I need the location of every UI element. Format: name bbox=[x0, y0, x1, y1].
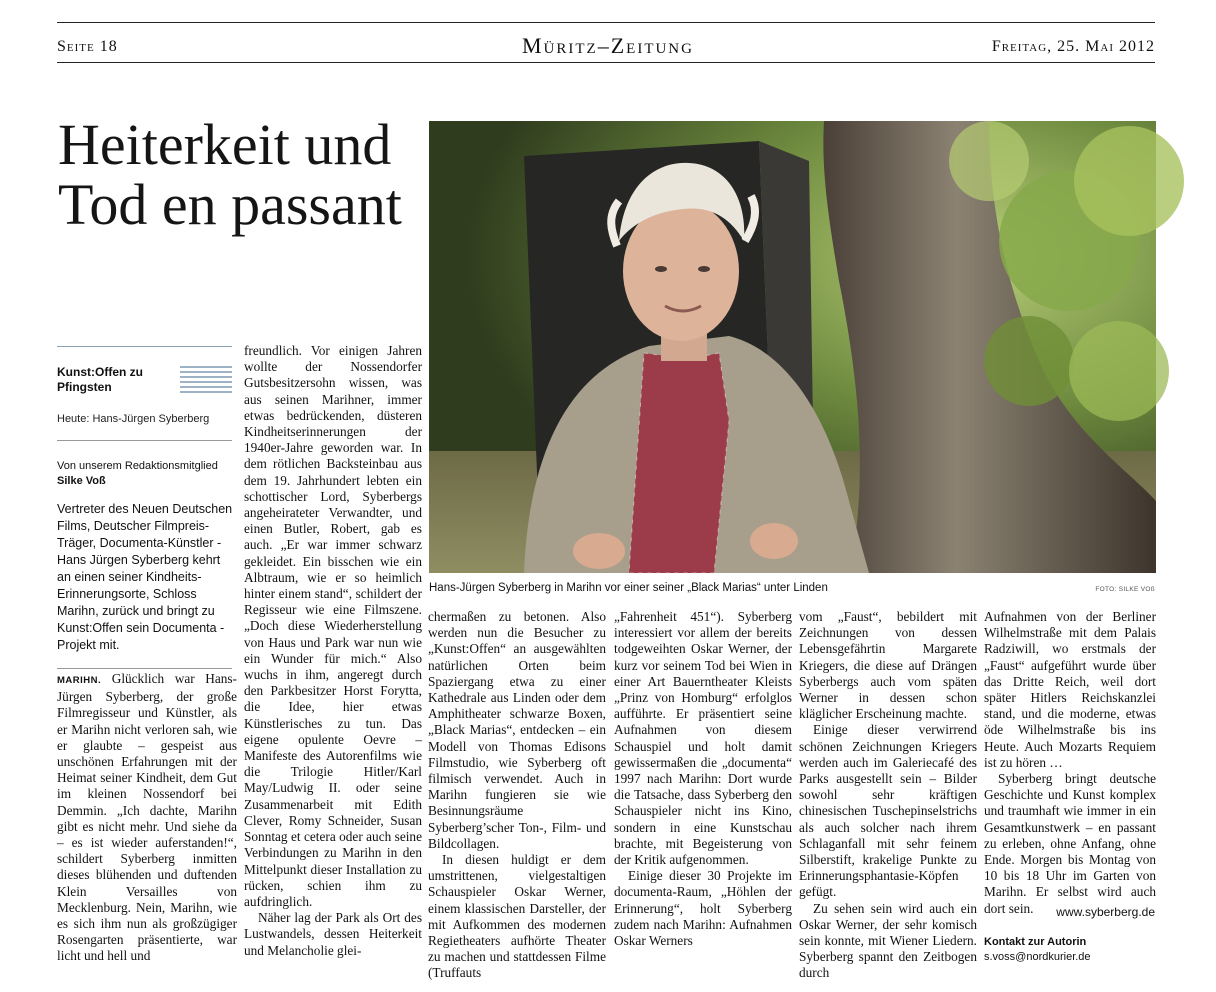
section-subtitle: Heute: Hans-Jürgen Syberberg bbox=[57, 413, 210, 425]
masthead-bottom-rule bbox=[57, 62, 1155, 63]
dateline: MARIHN. bbox=[57, 675, 102, 686]
paragraph: Aufnahmen von der Berliner Wilhelmstraße mit dem Palais Radziwill, wo erstmals der „Faust“ aufgeführt wurde über das Dritte Reich, weil dort später Hitlers Reichskanzlei stand, und die moderne, etwas öde Wilhelmstraße bis ins Heute. Auch Mozarts Requiem ist zu hören … bbox=[984, 609, 1156, 770]
article-photo bbox=[429, 121, 1156, 573]
photo-credit: FOTO: SILKE VOß bbox=[1095, 586, 1155, 593]
paragraph: vom „Faust“, bebildert mit Zeichnungen von dessen Lebensgefährtin Margarete Kriegers, die diese auf Drängen Syberbergs auch vom späten Werner in dessen schon kläglicher Erscheinung machte. bbox=[799, 609, 977, 722]
paragraph bbox=[57, 671, 237, 965]
page-number: Seite 18 bbox=[57, 38, 118, 55]
article-column-2 bbox=[244, 343, 422, 978]
byline-author: Silke Voß bbox=[57, 475, 106, 487]
issue-date: Freitag, 25. Mai 2012 bbox=[991, 38, 1155, 55]
article-column-1 bbox=[57, 671, 237, 976]
masthead-top-rule bbox=[57, 22, 1155, 23]
article-headline: Heiterkeit und Tod en passant bbox=[58, 112, 402, 237]
article-column-5 bbox=[799, 609, 977, 981]
divider bbox=[57, 668, 232, 669]
article-intro: Vertreter des Neuen Deutschen Films, Deutscher Filmpreis-Träger, Documenta-Künstler - Hans Jürgen Syberberg kehrt an einen seiner Kindheits-Erinnerungsorte, Schloss Marihn, zurück und bringt zu Kunst:Offen sein Documenta -Projekt mit. bbox=[57, 502, 233, 652]
paragraph: „Fahrenheit 451“). Syberberg interessiert vor allem der bereits todgeweihten Oskar Werner, der kurz vor seinem Tod bei Wien in einer Art Bauerntheater Kleists „Prinz von Homburg“ erfolglos aufführte. Er präsentiert seine Aufnahmen von diesem Schauspiel und holt damit gewissermaßen die „documenta“ 1997 nach Marihn: Dort wurde die Tatsache, dass Syberberg den Schauspieler nicht ins Kino, sondern in eine Kunstschau brachte, mit Begeisterung von der Kritik aufgenommen. bbox=[614, 609, 792, 868]
article-column-3 bbox=[428, 609, 606, 981]
photo-caption: Hans-Jürgen Syberberg in Marihn vor einer seiner „Black Marias“ unter Linden bbox=[429, 582, 828, 594]
website-link[interactable]: www.syberberg.de bbox=[1056, 905, 1155, 919]
byline-prefix: Von unserem Redaktionsmitglied bbox=[57, 460, 218, 472]
paragraph: In diesen huldigt er dem umstrittenen, vielgestaltigen Schauspieler Oskar Werner, einem klassischen Darsteller, der mit Aufkommen des modernen Regietheaters aufhörte Theater zu machen und stattdessen Filme (Truffauts bbox=[428, 852, 606, 981]
section-title: Kunst:Offen zu Pfingsten bbox=[57, 365, 143, 394]
contact-label: Kontakt zur Autorin bbox=[984, 936, 1087, 948]
paragraph: chermaßen zu betonen. Also werden nun die Besucher zu „Kunst:Offen“ an ausgewählten natürlichen Orten beim Spaziergang etwa zu einer Kathedrale aus Linden oder dem Amphitheater schwarze Boxen, „Black Marias“, entdecken – ein Modell von Thomas Edisons Filmstudio, wie Syberberg oft filmisch verwendet. Auch in Marihn fungieren sie wie Besinnungsräume Syberberg’scher Ton-, Film- und Bildcollagen. bbox=[428, 609, 606, 851]
paragraph: Syberberg bringt deutsche Geschichte und Kunst komplex und traumhaft wie immer in ein Gesamtkunstwerk – en passant zu erleben, ohne Anfang, ohne Ende. Morgen bis Montag von 10 bis 18 Uhr im Garten von Marihn. Er selbst wird auch dort sein. bbox=[984, 771, 1156, 916]
contact-email-link[interactable]: s.voss@nordkurier.de bbox=[984, 951, 1091, 963]
divider bbox=[57, 440, 232, 441]
paragraph: freundlich. Vor einigen Jahren wollte der Nossendorfer Gutsbesitzersohn wissen, was aus seinen Marihner, immer etwas bedrückenden, düsteren Kindheitserinnerungen der 1940er-Jahre geworden war. In dem rötlichen Backsteinbau aus dem 19. Jahrhundert lebten ein schottischer Lord, Syberbergs angeheirateter Verwandter, und einen Butler, Robert, gab es auch. „Er war immer schwarz gekleidet. Ein bisschen wie ein Albtraum, wie er so heimlich hinter einem stand“, schildert der Regisseur wie eine Filmszene. „Doch diese Wiederherstellung von Haus und Park war nun wie ein Wunder für mich.“ Also wuchs in ihm, angeregt durch den Parkbesitzer Horst Forytta, die Idee, hier etwas Künstlerisches zu tun. Das eigene opulente Oevre – Manifeste des Autorenfilms wie die Trilogie Hitler/Karl May/Ludwig II. oder seine Zusammenarbeit mit Edith Clever, Romy Schneider, Susan Sonntag et cetera oder auch seine Verbindungen zu Marihn in den Mittelpunkt dieser Installation zu rücken, schien ihm zu aufdringlich. bbox=[244, 343, 422, 909]
paragraph-text: Glücklich war Hans-Jürgen Syberberg, der große Filmregisseur und Künstler, als er Marihn nicht verloren sah, wie er glaubte – gespeist aus unschönen Erfahrungen mit der Heimat seiner Kindheit, dem Gut im kleinen Nossendorf bei Demmin. „Ich dachte, Marihn gibt es nicht mehr. Und siehe da – es ist wieder auferstanden!“, schildert Syberberg inmitten dieses blühenden und duftenden Klein Versailles von Mecklenburg. Nein, Marihn, wie es sich ihm nun als großzügiger Rosengarten präsentierte, war licht und hell und bbox=[57, 671, 237, 964]
paragraph: Einige dieser verwirrend schönen Zeichnungen Kriegers werden auch im Galeriecafé des Parks ausgestellt sein – Bilder sowohl sehr kräftigen chinesischen Tuschepinselstrichs als auch solcher nach ihrem Schlaganfall mit sehr feinem Silberstift, krakelige Punkte zu Erinnerungsphantasie-Köpfen gefügt. bbox=[799, 722, 977, 900]
newspaper-name: Müritz–Zeitung bbox=[522, 33, 694, 58]
paragraph: Einige dieser 30 Projekte im documenta-Raum, „Höhlen der Erinnerung“, holt Syberberg zudem nach Marihn: Aufnahmen Oskar Werners bbox=[614, 868, 792, 949]
paragraph: Näher lag der Park als Ort des Lustwandels, dessen Heiterkeit und Melancholie glei- bbox=[244, 910, 422, 958]
paragraph: Zu sehen sein wird auch ein Oskar Werner, der sehr komisch sein konnte, mit Wiener Liedern. Syberberg spannt den Zeitbogen durch bbox=[799, 900, 977, 981]
section-decoration-lines bbox=[180, 366, 232, 394]
portrait-photo-illustration bbox=[429, 121, 1156, 573]
article-column-4 bbox=[614, 609, 792, 978]
